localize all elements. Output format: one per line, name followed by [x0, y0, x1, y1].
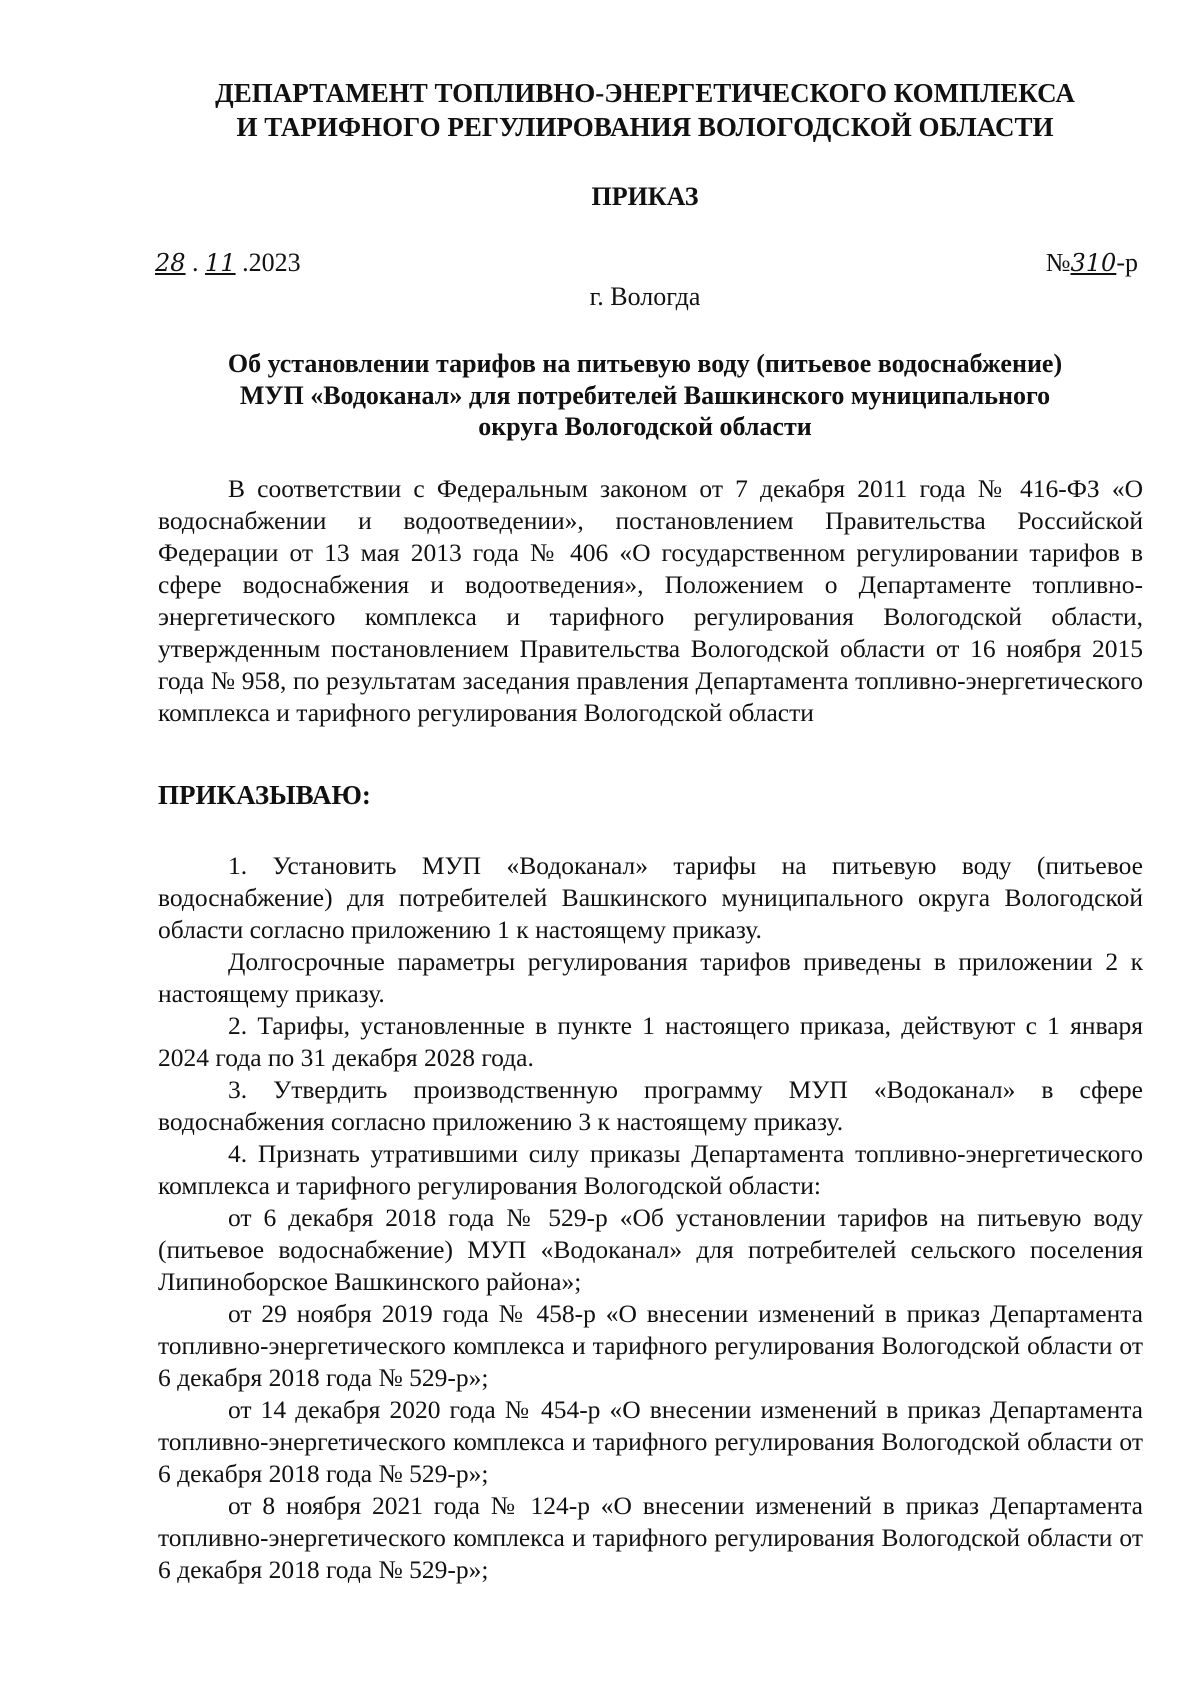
number-value: 310: [1070, 249, 1117, 277]
repealed-order-4: от 8 ноября 2021 года № 124-р «О внесении изменений в приказ Департамента топливно-энергетического комплекса и тарифного регулирования Вологодской области от 6 декабря 2018 года № 529-р»;: [158, 1491, 1143, 1584]
number-prefix: №: [1045, 248, 1071, 277]
document-type: ПРИКАЗ: [591, 182, 699, 211]
repealed-order-3: от 14 декабря 2020 года № 454-р «О внесении изменений в приказ Департамента топливно-энергетического комплекса и тарифного регулирования Вологодской области от 6 декабря 2018 года № 529-р»;: [158, 1395, 1143, 1488]
order-number: [1046, 248, 1138, 278]
date-year: .2023: [242, 248, 301, 277]
paragraph-3: 3. Утвердить производственную программу МУП «Водоканал» в сфере водоснабжения согласно приложению 3 к настоящему приказу.: [158, 1075, 1143, 1136]
subject-line-3: округа Вологодской области: [478, 412, 812, 441]
number-suffix: -р: [1116, 248, 1138, 277]
repealed-order-2: от 29 ноября 2019 года № 458-р «О внесении изменений в приказ Департамента топливно-энергетического комплекса и тарифного регулирования Вологодской области от 6 декабря 2018 года № 529-р»;: [158, 1299, 1143, 1392]
paragraph-1: 1. Установить МУП «Водоканал» тарифы на питьевую воду (питьевое водоснабжение) для потребителей Вашкинского муниципального округа Вологодской области согласно приложению 1 к настоящему приказу.: [158, 851, 1143, 944]
date-month: 11: [205, 249, 236, 277]
paragraph-4: 4. Признать утратившими силу приказы Департамента топливно-энергетического комплекса и тарифного регулирования Вологодской области:: [158, 1139, 1143, 1200]
repealed-order-1: от 6 декабря 2018 года № 529-р «Об установлении тарифов на питьевую воду (питьевое водоснабжение) МУП «Водоканал» для потребителей сельского поселения Липиноборское Вашкинского района»;: [158, 1203, 1143, 1296]
date-day: 28: [155, 249, 186, 277]
department-name-line-2: И ТАРИФНОГО РЕГУЛИРОВАНИЯ ВОЛОГОДСКОЙ ОБЛАСТИ: [236, 112, 1054, 142]
order-date: 28 . 11 .2023: [155, 248, 301, 277]
paragraph-2: 2. Тарифы, установленные в пункте 1 настоящего приказа, действуют с 1 января 2024 года по 31 декабря 2028 года.: [158, 1011, 1143, 1072]
paragraph-1-note: Долгосрочные параметры регулирования тарифов приведены в приложении 2 к настоящему приказу.: [158, 947, 1143, 1008]
city: г. Вологда: [589, 282, 701, 311]
preamble-block: [158, 473, 1143, 729]
department-name-line-1: ДЕПАРТАМЕНТ ТОПЛИВНО-ЭНЕРГЕТИЧЕСКОГО КОМПЛЕКСА: [215, 78, 1075, 108]
order-items: [158, 850, 1143, 1586]
subject-line-2: МУП «Водоканал» для потребителей Вашкинского муниципального: [239, 380, 1051, 410]
subject-line-1: Об установлении тарифов на питьевую воду (питьевое водоснабжение): [227, 349, 1063, 378]
order-word: ПРИКАЗЫВАЮ:: [158, 780, 371, 810]
order-subject: [150, 348, 1140, 443]
preamble: В соответствии с Федеральным законом от 7 декабря 2011 года № 416-ФЗ «О водоснабжении и водоотведении», постановлением Правительства Российской Федерации от 13 мая 2013 года № 406 «О государственном регулировании тарифов в сфере водоснабжения и водоотведения», Положением о Департаменте топливно-энергетического комплекса и тарифного регулирования Вологодской области, утвержденным постановлением Правительства Вологодской области от 16 ноября 2015 года № 958, по результатам заседания правления Департамента топливно-энергетического комплекса и тарифного регулирования Вологодской области: [158, 474, 1143, 727]
